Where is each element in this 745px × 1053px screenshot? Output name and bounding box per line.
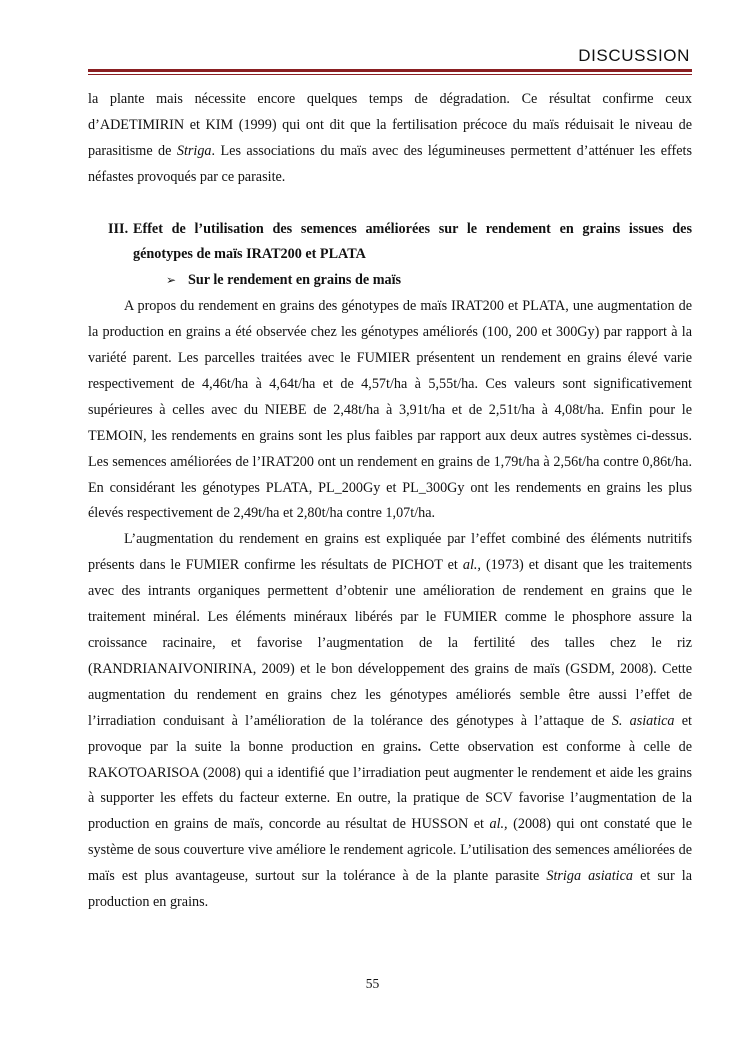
subsection-heading [88, 268, 692, 294]
header-rule-thick [88, 69, 692, 72]
subsection-title: Sur le rendement en grains de maïs [188, 272, 402, 289]
page-header [88, 44, 692, 70]
paragraph-yield-results: A propos du rendement en grains des génotypes de maïs IRAT200 et PLATA, une augmentation de la production en grains a été observée chez les génotypes améliorés (100, 200 et 300Gy) par rapport à la variété parent. Les parcelles traitées avec le FUMIER présentent un rendement en grains élevé varie respectivement de 4,46t/ha à 4,64t/ha et de 4,57t/ha à 5,55t/ha. Ces valeurs sont significativement supérieures à celles avec du NIEBE de 2,48t/ha à 3,91t/ha et de 2,51t/ha à 4,08t/ha. Enfin pour le TEMOIN, les rendements en grains sont les plus faibles par rapport aux deux autres systèmes ci-dessus. Les semences améliorées de l’IRAT200 ont un rendement en grains de 1,79t/ha à 2,56t/ha contre 0,86t/ha. En considérant les génotypes PLATA, PL_200Gy et PL_300Gy ont les rendements en grains les plus élevés respectivement de 2,49t/ha et 2,80t/ha contre 1,07t/ha. [88, 298, 692, 522]
species-name: Striga [176, 142, 212, 159]
page-number: 55 [365, 976, 380, 991]
arrow-bullet-icon: ➢ [166, 273, 177, 288]
section-number: III. [108, 220, 129, 237]
spacer [88, 191, 692, 217]
citation-al: al., [489, 816, 508, 833]
paragraph-continuation: la plante mais nécessite encore quelques temps de dégradation. Ce résultat confirme ceux d’ADETIMIRIN et KIM (1999) qui ont dit que la fertilisation précoce du maïs réduisait le niveau de parasitisme de Striga. Les associations du maïs avec des légumineuses permettent d’atténuer les effets néfastes provoqués par ce parasite. [88, 91, 692, 185]
species-name: Striga asiatica [546, 868, 634, 885]
species-name: S. asiatica [611, 712, 675, 729]
citation-al: al., [462, 557, 481, 574]
section-heading [88, 217, 692, 269]
header-title: DISCUSSION [578, 46, 690, 65]
section-title: Effet de l’utilisation des semences améliorées sur le rendement en grains issues des génotypes de maïs IRAT200 et PLATA [133, 220, 692, 263]
header-rule-thin [88, 74, 692, 75]
document-body [88, 87, 692, 916]
paragraph-yield-explanation: L’augmentation du rendement en grains est expliquée par l’effet combiné des éléments nutritifs présents dans le FUMIER confirme les résultats de PICHOT et al., (1973) et disant que les traitements avec des intrants organiques permettent d’obtenir une amélioration de rendement en grains que le traitement minéral. Les éléments minéraux libérés par le FUMIER comme le phosphore assure la croissance racinaire, et favorise l’augmentation de la fertilité des talles chez le riz (RANDRIANAIVONIRINA, 2009) et le bon développement des grains de maïs (GSDM, 2008). Cette augmentation du rendement en grains chez les génotypes améliorés semble être aussi l’effet de l’irradiation conduisant à l’amélioration de la tolérance des génotypes à l’attaque de S. asiatica et provoque par la suite la bonne production en grains. Cette observation est conforme à celle de RAKOTOARISOA (2008) qui a identifié que l’irradiation peut augmenter le rendement et aide les grains à supporter les effets du facteur externe. En outre, la pratique de SCV favorise l’augmentation de la production en grains de maïs, concorde au résultat de HUSSON et al., (2008) qui ont constaté que le système de sous couverture vive améliore le rendement agricole. L’utilisation des semences améliorées de maïs est plus avantageuse, surtout sur la tolérance à de la plante parasite Striga asiatica et sur la production en grains. [88, 531, 692, 911]
